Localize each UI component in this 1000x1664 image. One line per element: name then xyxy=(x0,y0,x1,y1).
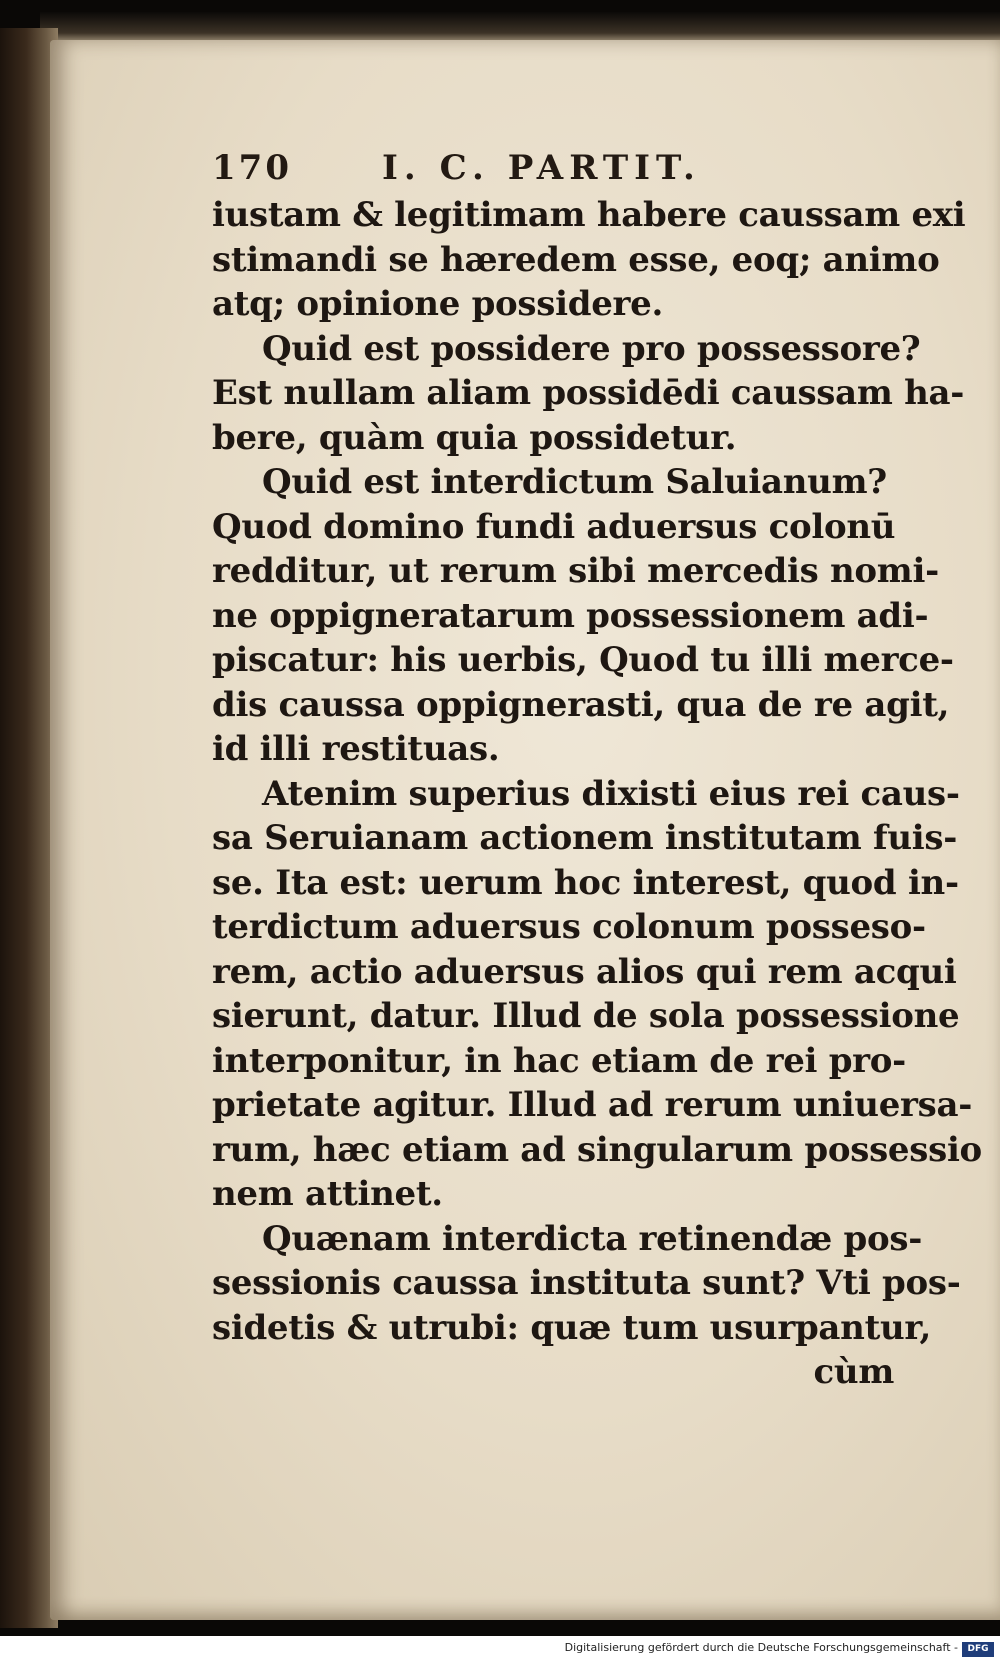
dfg-logo: DFG xyxy=(962,1642,994,1657)
page-number: 170 xyxy=(212,148,292,188)
text-line: piscatur: his uerbis, Quod tu illi merce- xyxy=(212,640,954,680)
catchword: cùm xyxy=(813,1352,894,1392)
text-line: Quid est interdictum Saluianum? xyxy=(262,462,887,502)
text-line: redditur, ut rerum sibi mercedis nomi- xyxy=(212,551,939,591)
text-line: sessionis caussa instituta sunt? Vti pos- xyxy=(212,1263,961,1303)
text-line: id illi restituas. xyxy=(212,729,500,769)
text-line: dis caussa oppignerasti, qua de re agit, xyxy=(212,684,950,725)
text-line: ne oppigneratarum possessionem adi- xyxy=(212,595,929,636)
text-line: bere, quàm quia possidetur. xyxy=(212,417,737,458)
text-line: Quod domino fundi aduersus colonū xyxy=(212,506,896,547)
text-line: rem, actio aduersus alios qui rem acqui xyxy=(212,951,957,992)
text-line: Atenim superius dixisti eius rei caus- xyxy=(262,773,960,814)
text-line: interponitur, in hac etiam de rei pro- xyxy=(212,1040,906,1081)
text-line: atq; opinione possidere. xyxy=(212,284,664,324)
text-line: iustam & legitimam habere caussam exi xyxy=(212,195,966,235)
text-line: stimandi se hæredem esse, eoq; animo xyxy=(212,239,940,280)
running-title: I. C. PARTIT. xyxy=(382,148,701,188)
page-text-block xyxy=(212,193,982,1395)
text-line: sa Seruianam actionem institutam fuis- xyxy=(212,818,958,858)
text-line: prietate agitur. Illud ad rerum uniuersa- xyxy=(212,1085,973,1125)
text-line: rum, hæc etiam ad singularum possessio xyxy=(212,1129,982,1170)
text-line: sierunt, datur. Illud de sola possessione xyxy=(212,996,960,1036)
funding-credit: Digitalisierung gefördert durch die Deutsche Forschungsgemeinschaft - xyxy=(564,1641,958,1654)
text-line: sidetis & utrubi: quæ tum usurpantur, xyxy=(212,1307,932,1348)
text-line: se. Ita est: uerum hoc interest, quod in- xyxy=(212,862,959,903)
text-line: Quid est possidere pro possessore? xyxy=(262,328,921,369)
text-line: terdictum aduersus colonum posseso- xyxy=(212,907,926,947)
text-line: nem attinet. xyxy=(212,1174,443,1214)
running-header xyxy=(212,148,832,192)
text-line: Quænam interdicta retinendæ pos- xyxy=(262,1218,923,1259)
text-line: Est nullam aliam possidēdi caussam ha- xyxy=(212,373,965,413)
page-top-edge xyxy=(40,12,1000,42)
